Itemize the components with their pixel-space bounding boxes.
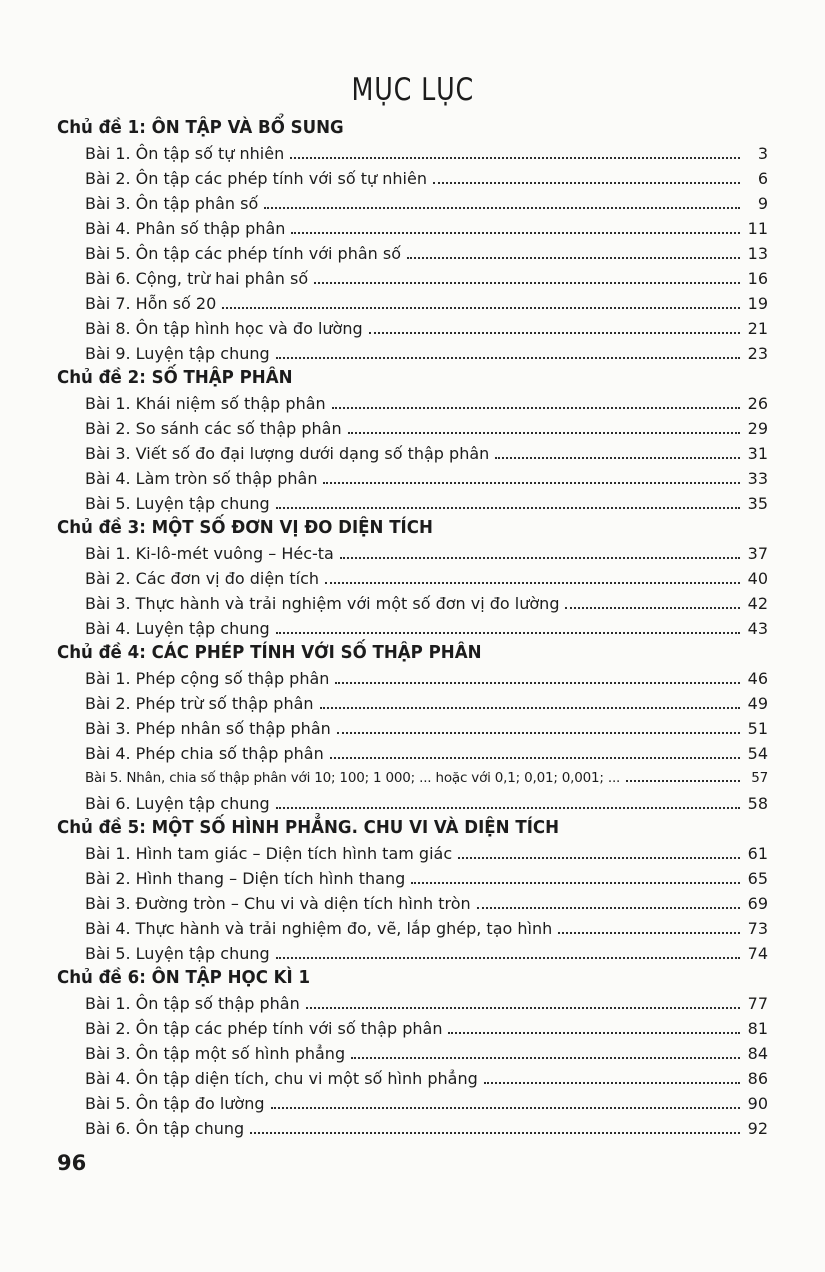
toc-entry	[57, 941, 768, 966]
dot-leader	[320, 705, 740, 709]
toc-entry-page: 37	[747, 544, 768, 563]
toc-entry-label: Bài 3. Ôn tập phân số	[85, 194, 259, 213]
toc-entry-label: Bài 1. Ki-lô-mét vuông – Héc-ta	[85, 544, 334, 563]
toc-entry-page: 26	[747, 394, 768, 413]
dot-leader	[626, 778, 740, 782]
toc-entry-page: 51	[747, 719, 768, 738]
toc-entry	[57, 191, 768, 216]
toc-entry-label: Bài 5. Ôn tập đo lường	[85, 1094, 265, 1113]
toc-entry-label: Bài 4. Ôn tập diện tích, chu vi một số hình phẳng	[85, 1069, 478, 1088]
toc-entry	[57, 541, 768, 566]
toc-entry	[57, 316, 768, 341]
toc-entry-label: Bài 1. Ôn tập số thập phân	[85, 994, 300, 1013]
dot-leader	[335, 680, 740, 684]
dot-leader	[332, 405, 740, 409]
toc-entry-label: Bài 4. Phép chia số thập phân	[85, 744, 324, 763]
page-title-wrap	[57, 72, 768, 112]
toc-entry-label: Bài 4. Thực hành và trải nghiệm đo, vẽ, lắp ghép, tạo hình	[85, 919, 553, 938]
toc-entry	[57, 741, 768, 766]
toc-entry-label: Bài 5. Luyện tập chung	[85, 494, 270, 513]
dot-leader	[323, 480, 740, 484]
toc-entry	[57, 616, 768, 641]
toc-entry	[57, 416, 768, 441]
dot-leader	[433, 180, 740, 184]
dot-leader	[290, 155, 740, 159]
toc-entry-page: 92	[747, 1119, 768, 1138]
toc-entry-label: Bài 9. Luyện tập chung	[85, 344, 270, 363]
dot-leader	[351, 1055, 740, 1059]
toc-entry-page: 29	[747, 419, 768, 438]
toc-entry-page: 43	[747, 619, 768, 638]
dot-leader	[407, 255, 740, 259]
toc-entry-page: 40	[747, 569, 768, 588]
toc-entry	[57, 441, 768, 466]
toc-entry-page: 35	[747, 494, 768, 513]
toc-entry-label: Bài 3. Ôn tập một số hình phẳng	[85, 1044, 346, 1063]
footer-page-number: 96	[57, 1151, 87, 1175]
dot-leader	[291, 230, 740, 234]
toc-entry-label: Bài 2. Hình thang – Diện tích hình thang	[85, 869, 406, 888]
toc-entry	[57, 591, 768, 616]
toc-entry	[57, 291, 768, 316]
toc-entry	[57, 1041, 768, 1066]
toc-chapter-heading: Chủ đề 4: CÁC PHÉP TÍNH VỚI SỐ THẬP PHÂN	[57, 643, 482, 663]
toc-entry-page: 84	[747, 1044, 768, 1063]
toc-entry-page: 31	[747, 444, 768, 463]
dot-leader	[484, 1080, 740, 1084]
toc-entry-label: Bài 1. Hình tam giác – Diện tích hình tam giác	[85, 844, 453, 863]
toc-entry-label: Bài 5. Luyện tập chung	[85, 944, 270, 963]
toc-entry	[57, 1116, 768, 1141]
toc-entry-label: Bài 1. Phép cộng số thập phân	[85, 669, 330, 688]
toc-entry-page: 69	[747, 894, 768, 913]
toc-entry-page: 33	[747, 469, 768, 488]
toc-entry-label: Bài 6. Luyện tập chung	[85, 794, 270, 813]
toc-entry	[57, 391, 768, 416]
dot-leader	[477, 905, 740, 909]
toc-entry-page: 73	[747, 919, 768, 938]
dot-leader	[330, 755, 740, 759]
toc-entry-label: Bài 3. Viết số đo đại lượng dưới dạng số thập phân	[85, 444, 490, 463]
toc-chapter-heading: Chủ đề 6: ÔN TẬP HỌC KÌ 1	[57, 968, 311, 988]
toc-entry-page: 57	[751, 770, 768, 786]
toc-entry-page: 90	[747, 1094, 768, 1113]
toc-entry-page: 86	[747, 1069, 768, 1088]
dot-leader	[276, 955, 740, 959]
dot-leader	[250, 1130, 740, 1134]
toc-entry-label: Bài 2. Ôn tập các phép tính với số tự nhiên	[85, 169, 427, 188]
toc-entry-label: Bài 7. Hỗn số 20	[85, 294, 217, 313]
dot-leader	[369, 330, 740, 334]
page-title: MỤC LỤC	[351, 72, 474, 108]
toc-entry-page: 23	[747, 344, 768, 363]
toc-entry	[57, 241, 768, 266]
toc-entry-page: 54	[747, 744, 768, 763]
dot-leader	[276, 630, 740, 634]
scanned-book-page	[0, 72, 825, 1175]
toc-entry-label: Bài 4. Phân số thập phân	[85, 219, 286, 238]
toc-entry-page: 3	[757, 144, 768, 163]
toc-entry-page: 49	[747, 694, 768, 713]
dot-leader	[276, 505, 740, 509]
toc-entry	[57, 666, 768, 691]
toc-entry-page: 42	[747, 594, 768, 613]
toc-entry	[57, 691, 768, 716]
toc-entry-label: Bài 1. Ôn tập số tự nhiên	[85, 144, 285, 163]
toc-entry-page: 74	[747, 944, 768, 963]
toc-entry-label: Bài 2. So sánh các số thập phân	[85, 419, 342, 438]
toc-entry	[57, 1091, 768, 1116]
toc-entry	[57, 916, 768, 941]
toc-chapter-heading: Chủ đề 2: SỐ THẬP PHÂN	[57, 368, 293, 388]
toc-entry-label: Bài 2. Các đơn vị đo diện tích	[85, 569, 320, 588]
toc-chapter-heading: Chủ đề 5: MỘT SỐ HÌNH PHẲNG. CHU VI VÀ DIỆN TÍCH	[57, 818, 560, 838]
toc-entry-page: 46	[747, 669, 768, 688]
toc-entry	[57, 166, 768, 191]
toc-entry-label: Bài 4. Làm tròn số thập phân	[85, 469, 318, 488]
dot-leader	[448, 1030, 740, 1034]
toc-chapter-heading: Chủ đề 1: ÔN TẬP VÀ BỔ SUNG	[57, 118, 344, 138]
toc-entry-label: Bài 6. Cộng, trừ hai phân số	[85, 269, 309, 288]
toc-entry-page: 21	[747, 319, 768, 338]
dot-leader	[337, 730, 740, 734]
dot-leader	[458, 855, 740, 859]
toc-entry-page: 11	[747, 219, 768, 238]
toc-entry	[57, 891, 768, 916]
toc-entry-label: Bài 4. Luyện tập chung	[85, 619, 270, 638]
dot-leader	[276, 805, 740, 809]
dot-leader	[348, 430, 740, 434]
dot-leader	[340, 555, 740, 559]
toc-entry	[57, 341, 768, 366]
toc-entry	[57, 766, 768, 791]
toc-entry-page: 9	[757, 194, 768, 213]
dot-leader	[565, 605, 740, 609]
toc-entry-page: 65	[747, 869, 768, 888]
dot-leader	[276, 355, 740, 359]
toc-chapter-heading: Chủ đề 3: MỘT SỐ ĐƠN VỊ ĐO DIỆN TÍCH	[57, 518, 433, 538]
toc-entry	[57, 216, 768, 241]
dot-leader	[222, 305, 740, 309]
toc	[57, 116, 768, 1141]
toc-entry-label: Bài 3. Thực hành và trải nghiệm với một số đơn vị đo lường	[85, 594, 560, 613]
toc-entry-page: 19	[747, 294, 768, 313]
toc-entry	[57, 866, 768, 891]
toc-entry-label: Bài 5. Nhân, chia số thập phân với 10; 100; 1 000; ... hoặc với 0,1; 0,01; 0,001; ...	[85, 770, 621, 786]
toc-entry-label: Bài 2. Phép trừ số thập phân	[85, 694, 314, 713]
toc-entry	[57, 991, 768, 1016]
dot-leader	[411, 880, 740, 884]
toc-entry-label: Bài 1. Khái niệm số thập phân	[85, 394, 326, 413]
toc-entry-label: Bài 3. Đường tròn – Chu vi và diện tích hình tròn	[85, 894, 471, 913]
toc-entry-page: 13	[747, 244, 768, 263]
toc-entry	[57, 1016, 768, 1041]
dot-leader	[495, 455, 740, 459]
toc-entry-label: Bài 3. Phép nhân số thập phân	[85, 719, 331, 738]
toc-entry-page: 81	[747, 1019, 768, 1038]
toc-entry	[57, 791, 768, 816]
toc-entry	[57, 716, 768, 741]
toc-entry-page: 61	[747, 844, 768, 863]
toc-entry	[57, 841, 768, 866]
dot-leader	[306, 1005, 740, 1009]
toc-entry-label: Bài 5. Ôn tập các phép tính với phân số	[85, 244, 401, 263]
toc-entry-page: 58	[747, 794, 768, 813]
toc-entry	[57, 566, 768, 591]
toc-entry-page: 6	[757, 169, 768, 188]
toc-entry-label: Bài 6. Ôn tập chung	[85, 1119, 245, 1138]
toc-entry	[57, 141, 768, 166]
toc-entry	[57, 466, 768, 491]
dot-leader	[325, 580, 740, 584]
toc-entry-page: 77	[747, 994, 768, 1013]
toc-entry	[57, 491, 768, 516]
dot-leader	[264, 205, 740, 209]
dot-leader	[271, 1105, 740, 1109]
dot-leader	[558, 930, 740, 934]
toc-entry	[57, 1066, 768, 1091]
toc-entry-label: Bài 8. Ôn tập hình học và đo lường	[85, 319, 363, 338]
dot-leader	[314, 280, 740, 284]
toc-entry-label: Bài 2. Ôn tập các phép tính với số thập phân	[85, 1019, 443, 1038]
toc-entry	[57, 266, 768, 291]
toc-entry-page: 16	[747, 269, 768, 288]
